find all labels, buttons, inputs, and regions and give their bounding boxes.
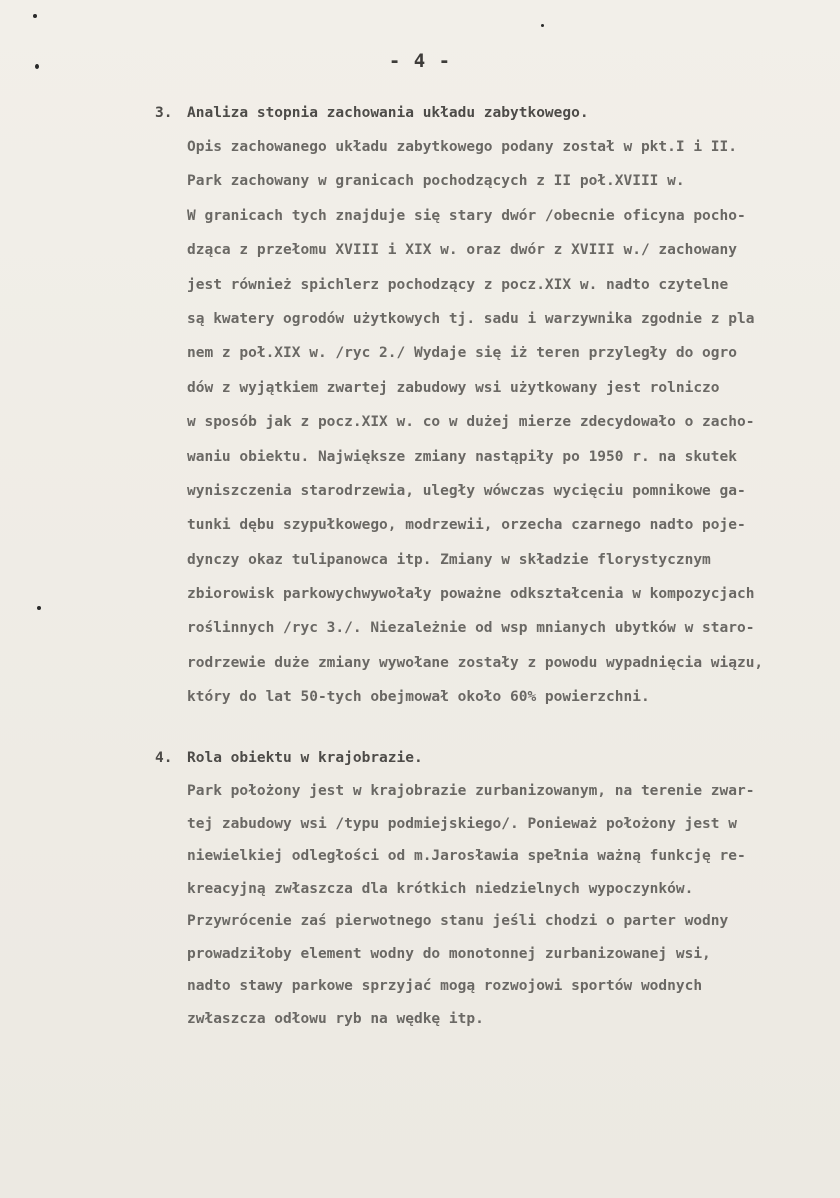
- text-line: dynczy okaz tulipanowca itp. Zmiany w składzie florystycznym: [187, 551, 711, 568]
- text-line: tej zabudowy wsi /typu podmiejskiego/. Ponieważ położony jest w: [187, 815, 737, 832]
- text-line: Park położony jest w krajobrazie zurbanizowanym, na terenie zwar-: [187, 783, 755, 799]
- text-line: prowadziłoby element wodny do monotonnej zurbanizowanej wsi,: [187, 945, 711, 962]
- text-line: Opis zachowanego układu zabytkowego podany został w pkt.I i II.: [187, 139, 737, 155]
- section-number: 4.: [155, 750, 173, 766]
- text-line: tunki dębu szypułkowego, modrzewii, orzecha czarnego nadto poje-: [187, 517, 746, 534]
- text-line: rodrzewie duże zmiany wywołane zostały z powodu wypadnięcia wiązu,: [187, 654, 764, 671]
- text-line: są kwatery ogrodów użytkowych tj. sadu i warzywnika zgodnie z pla: [187, 310, 755, 327]
- page-number: - 4 -: [388, 50, 452, 72]
- text-line: Przywrócenie zaś pierwotnego stanu jeśli chodzi o parter wodny: [187, 913, 729, 929]
- text-line: kreacyjną zwłaszcza dla krótkich niedzielnych wypoczynków.: [187, 880, 694, 897]
- section-title: Rola obiektu w krajobrazie.: [187, 750, 423, 766]
- text-line: niewielkiej odległości od m.Jarosławia spełnia ważną funkcję re-: [187, 848, 746, 864]
- margin-dot: [541, 24, 544, 27]
- text-line: dów z wyjątkiem zwartej zabudowy wsi użytkowany jest rolniczo: [187, 379, 720, 396]
- text-line: w sposób jak z pocz.XIX w. co w dużej mierze zdecydowało o zacho-: [187, 414, 755, 431]
- section-title: Analiza stopnia zachowania układu zabytkowego.: [187, 105, 589, 121]
- text-line: który do lat 50-tych obejmował około 60% powierzchni.: [187, 689, 650, 706]
- section-heading: [155, 741, 815, 775]
- section-number: 3.: [155, 105, 173, 121]
- margin-dot: [37, 606, 41, 610]
- text-line: nem z poł.XIX w. /ryc 2./ Wydaje się iż teren przyległy do ogro: [187, 345, 737, 362]
- section-heading: [155, 96, 815, 130]
- text-line: wyniszczenia starodrzewia, uległy wówczas wycięciu pomnikowe ga-: [187, 482, 746, 499]
- text-line: nadto stawy parkowe sprzyjać mogą rozwojowi sportów wodnych: [187, 978, 703, 994]
- text-line: Park zachowany w granicach pochodzących z II poł.XVIII w.: [187, 173, 685, 190]
- margin-dot: [33, 14, 37, 18]
- text-line: roślinnych /ryc 3./. Niezależnie od wsp mnianych ubytków w staro-: [187, 620, 755, 637]
- text-line: zwłaszcza odłowu ryb na wędkę itp.: [187, 1010, 484, 1027]
- text-line: zbiorowisk parkowychwywołały poważne odkształcenia w kompozycjach: [187, 586, 755, 603]
- text-line: W granicach tych znajduje się stary dwór /obecnie oficyna pocho-: [187, 207, 746, 224]
- text-line: dząca z przełomu XVIII i XIX w. oraz dwór z XVIII w./ zachowany: [187, 242, 737, 259]
- text-line: jest również spichlerz pochodzący z pocz.XIX w. nadto czytelne: [187, 276, 729, 293]
- section-3: [155, 96, 815, 715]
- section-4: [155, 741, 815, 1035]
- text-line: waniu obiektu. Największe zmiany nastąpiły po 1950 r. na skutek: [187, 448, 737, 465]
